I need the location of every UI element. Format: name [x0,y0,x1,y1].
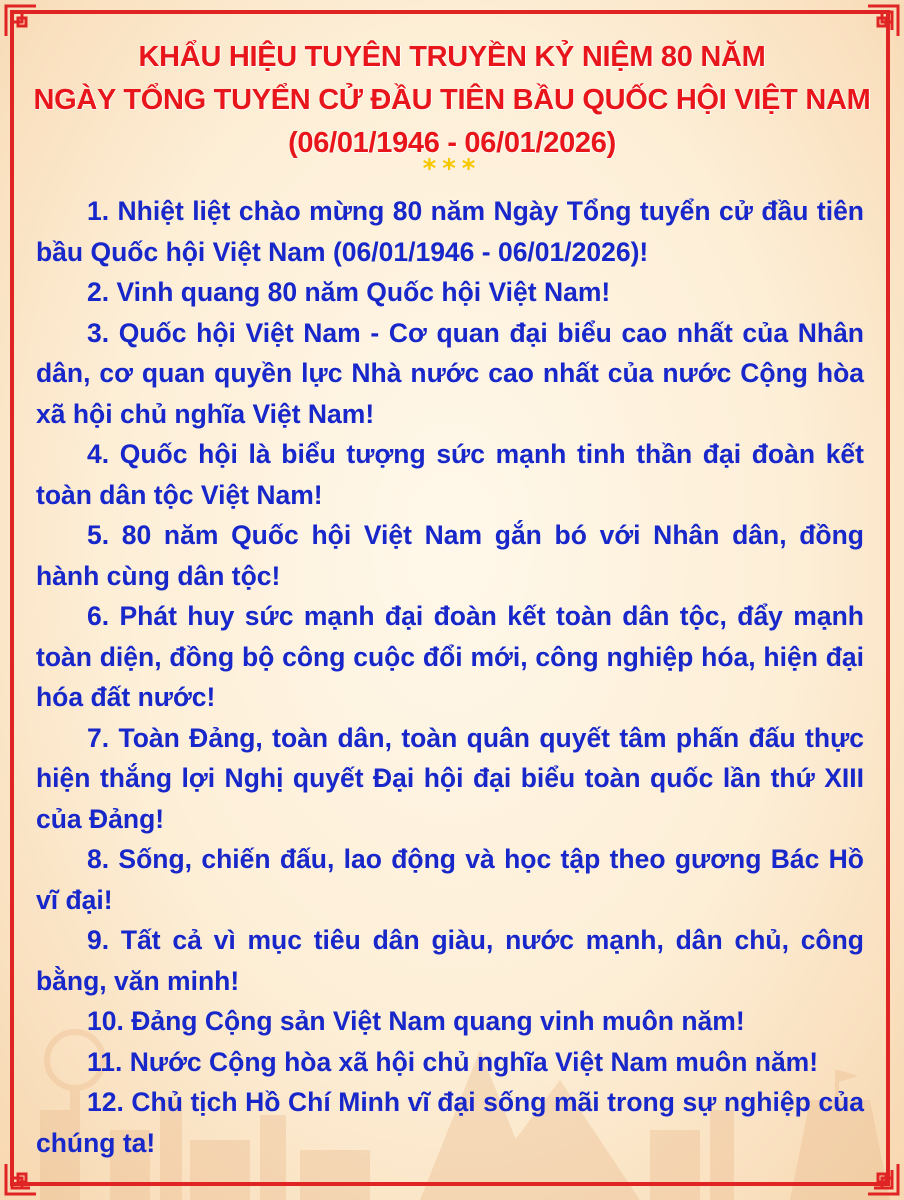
title-line-1: KHẨU HIỆU TUYÊN TRUYỀN KỶ NIỆM 80 NĂM [138,41,766,73]
slogan-list [36,191,864,1163]
corner-ornament-icon [866,4,900,38]
star-separator: *** [422,154,482,184]
slogan-item: 4. Quốc hội là biểu tượng sức mạnh tinh thần đại đoàn kết toàn dân tộc Việt Nam! [36,439,864,510]
slogan-item: 12. Chủ tịch Hồ Chí Minh vĩ đại sống mãi trong sự nghiệp của chúng ta! [36,1087,864,1158]
corner-ornament-icon [4,4,38,38]
slogan-item: 11. Nước Cộng hòa xã hội chủ nghĩa Việt Nam muôn năm! [87,1046,819,1077]
corner-ornament-icon [866,1162,900,1196]
title-line-3: (06/01/1946 - 06/01/2026) [288,127,616,159]
slogan-item: 8. Sống, chiến đấu, lao động và học tập theo gương Bác Hồ vĩ đại! [36,844,864,915]
slogan-item: 9. Tất cả vì mục tiêu dân giàu, nước mạnh, dân chủ, công bằng, văn minh! [36,925,864,996]
slogan-item: 2. Vinh quang 80 năm Quốc hội Việt Nam! [87,277,611,307]
slogan-item: 1. Nhiệt liệt chào mừng 80 năm Ngày Tổng tuyển cử đầu tiên bầu Quốc hội Việt Nam (06/01/1946 - 06/01/2026)! [36,196,864,267]
slogan-item: 5. 80 năm Quốc hội Việt Nam gắn bó với Nhân dân, đồng hành cùng dân tộc! [36,520,864,591]
slogan-item: 7. Toàn Đảng, toàn dân, toàn quân quyết tâm phấn đấu thực hiện thắng lợi Nghị quyết Đại hội đại biểu toàn quốc lần thứ XIII của Đảng! [36,722,864,834]
title-line-2: NGÀY TỔNG TUYỂN CỬ ĐẦU TIÊN BẦU QUỐC HỘI VIỆT NAM [33,84,871,116]
slogan-item: 6. Phát huy sức mạnh đại đoàn kết toàn dân tộc, đẩy mạnh toàn diện, đồng bộ công cuộc đổi mới, công nghiệp hóa, hiện đại hóa đất nước! [36,601,864,712]
slogan-item: 3. Quốc hội Việt Nam - Cơ quan đại biểu cao nhất của Nhân dân, cơ quan quyền lực Nhà nước cao nhất của nước Cộng hòa xã hội chủ nghĩa Việt Nam! [36,317,864,429]
poster-title [30,36,874,165]
corner-ornament-icon [4,1162,38,1196]
slogan-item: 10. Đảng Cộng sản Việt Nam quang vinh muôn năm! [87,1006,745,1036]
